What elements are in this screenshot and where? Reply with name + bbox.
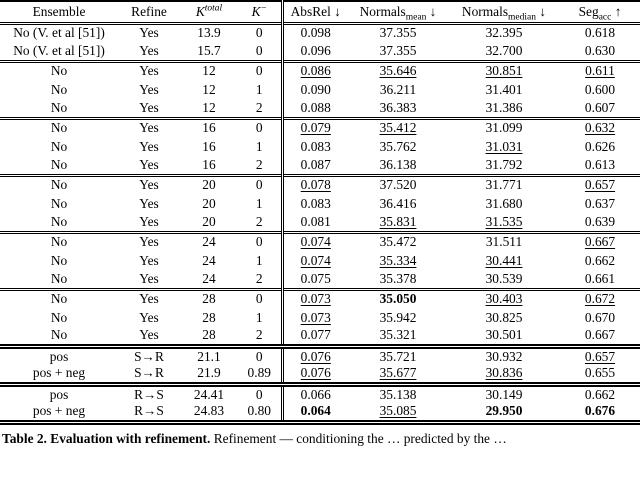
table-cell: No [50, 213, 68, 229]
table-cell: 0.076 [282, 365, 348, 384]
column-header-seg-acc: Seg$_{acc}$ ↑ [578, 3, 622, 23]
table-cell: 35.762 [379, 138, 417, 154]
table-cell: 1 [255, 195, 263, 211]
column-header-k-total: $K^{total}$ [195, 3, 223, 19]
table-cell: 28 [202, 309, 216, 325]
table-cell: 16 [202, 156, 216, 172]
table-cell: 12 [202, 99, 216, 115]
table-cell: Yes [139, 25, 159, 41]
table-row [0, 61, 640, 80]
table-row [0, 42, 640, 61]
table-cell: 0 [255, 386, 263, 402]
table-cell: 31.792 [485, 156, 523, 172]
table-cell: 0.626 [584, 138, 616, 154]
column-header-k-neg: K− [251, 3, 267, 19]
table-cell: Yes [139, 99, 159, 115]
table-row [0, 251, 640, 270]
table-cell: 30.149 [485, 386, 523, 402]
table-cell: 1 [255, 81, 263, 97]
metric-direction-arrow: ↑ [611, 3, 622, 19]
table-cell: 35.472 [379, 234, 417, 250]
table-cell: Yes [139, 195, 159, 211]
table-cell: 30.836 [485, 365, 523, 381]
column-header-normals-median: Normals$_{median}$ ↓ [461, 3, 547, 23]
table-row [0, 289, 640, 308]
table-cell: No [50, 156, 68, 172]
table-cell: No [50, 81, 68, 97]
table-cell: Yes [139, 270, 159, 286]
table-cell: No [50, 309, 68, 325]
metric-direction-arrow: ↓ [426, 3, 437, 19]
table-cell: 0.096 [282, 42, 348, 61]
table-cell: 20 [202, 177, 216, 193]
caption-title: Evaluation with refinement. [50, 430, 211, 446]
table-cell: 24.83 [193, 403, 225, 419]
table-row [0, 175, 640, 194]
table-cell: 0.630 [584, 42, 616, 58]
table-cell: 12 [202, 63, 216, 79]
table-cell: 28 [202, 291, 216, 307]
table-cell: 0 [255, 25, 263, 41]
table-cell: 31.031 [485, 138, 523, 154]
table-cell: 16 [202, 120, 216, 136]
table-cell: 35.412 [379, 120, 417, 136]
table-cell: 29.950 [485, 403, 523, 419]
table-row [0, 194, 640, 213]
table-cell: 28 [202, 327, 216, 343]
table-cell: Yes [139, 138, 159, 154]
table-cell: 12 [202, 81, 216, 97]
column-header-ensemble: Ensemble [32, 3, 86, 19]
table-cell: 0.083 [282, 194, 348, 213]
table-cell: No [50, 291, 68, 307]
table-row [0, 365, 640, 384]
table-cell: 0.655 [584, 365, 616, 381]
table-cell: pos [49, 348, 69, 364]
table-cell: 31.771 [485, 177, 523, 193]
metric-direction-arrow: ↓ [330, 3, 341, 19]
table-cell: Yes [139, 156, 159, 172]
table-cell: 21.9 [197, 365, 221, 381]
table-cell: pos + neg [32, 365, 86, 381]
table-cell: 31.680 [485, 195, 523, 211]
table-cell: Yes [139, 120, 159, 136]
table-cell: 35.677 [379, 365, 417, 381]
table-cell: 30.539 [485, 270, 523, 286]
table-cell: 30.501 [485, 327, 523, 343]
table-cell: 30.932 [485, 348, 523, 364]
table-cell: 0.073 [282, 289, 348, 308]
table-cell: Yes [139, 213, 159, 229]
table-cell: 0 [255, 42, 263, 58]
table-cell: 1 [255, 252, 263, 268]
table-cell: 30.441 [485, 252, 523, 268]
column-header-normals-mean: Normals$_{mean}$ ↓ [359, 3, 437, 23]
table-cell: 0.077 [282, 327, 348, 346]
table-cell: 0.074 [282, 232, 348, 251]
table-cell: 35.085 [379, 403, 417, 419]
table-cell: 24.41 [193, 386, 225, 402]
table-cell: No [50, 177, 68, 193]
table-cell: 35.721 [379, 348, 417, 364]
table-cell: 0 [255, 348, 263, 364]
table-cell: 0.80 [247, 403, 271, 419]
table-cell: 0.079 [282, 118, 348, 137]
table-cell: No (V. et al [51]) [13, 42, 105, 58]
table-cell: 35.646 [379, 63, 417, 79]
table-cell: 0.088 [282, 99, 348, 118]
table-row [0, 23, 640, 42]
table-cell: 0.086 [282, 61, 348, 80]
table-cell: Yes [139, 327, 159, 343]
table-row [0, 384, 640, 403]
table-row [0, 308, 640, 327]
table-cell: Yes [139, 234, 159, 250]
table-cell: 31.535 [485, 213, 523, 229]
table-cell: 0.89 [247, 365, 271, 381]
table-cell: 0.081 [282, 213, 348, 232]
table-cell: 0.611 [585, 63, 615, 79]
table-cell: R→S [134, 403, 164, 419]
table-cell: 0.667 [584, 234, 616, 250]
table-cell: 2 [255, 156, 263, 172]
table-cell: 16 [202, 138, 216, 154]
table-cell: 0 [255, 120, 263, 136]
table-cell: 0.639 [584, 213, 616, 229]
table-cell: 35.138 [379, 386, 417, 402]
table-header-row [0, 1, 640, 23]
table-cell: No [50, 99, 68, 115]
table-cell: 24 [202, 270, 216, 286]
table-cell: 2 [255, 327, 263, 343]
table-cell: pos [49, 386, 69, 402]
table-cell: 35.050 [379, 291, 417, 307]
table-cell: No [50, 63, 68, 79]
table-row [0, 346, 640, 365]
table-row [0, 213, 640, 232]
table-cell: 0.657 [584, 177, 616, 193]
table-cell: 0.672 [584, 291, 616, 307]
table-cell: 0.064 [282, 403, 348, 422]
table-row [0, 156, 640, 175]
table-cell: 31.386 [485, 99, 523, 115]
table-cell: 35.378 [379, 270, 417, 286]
table-cell: 0.662 [584, 252, 616, 268]
table-cell: 31.511 [485, 234, 523, 250]
table-cell: 0 [255, 177, 263, 193]
table-cell: No [50, 327, 68, 343]
table-cell: 30.825 [485, 309, 523, 325]
table-cell: 1 [255, 138, 263, 154]
table-row [0, 403, 640, 422]
table-cell: No [50, 270, 68, 286]
table-cell: 36.138 [379, 156, 417, 172]
table-cell: 2 [255, 99, 263, 115]
table-cell: Yes [139, 252, 159, 268]
table-cell: 0.083 [282, 137, 348, 156]
table-cell: 32.395 [485, 25, 523, 41]
table-cell: 0 [255, 63, 263, 79]
table-cell: 30.851 [485, 63, 523, 79]
table-row [0, 232, 640, 251]
table-row [0, 80, 640, 99]
caption-text: Refinement — conditioning the … predicted by the … [213, 430, 507, 446]
table-cell: 13.9 [197, 25, 221, 41]
table-cell: No [50, 252, 68, 268]
table-cell: 0.670 [584, 309, 616, 325]
table-cell: Yes [139, 42, 159, 58]
caption-label: Table 2. [2, 430, 47, 446]
table-row [0, 99, 640, 118]
table-cell: S→R [134, 365, 164, 381]
table-cell: 0.661 [584, 270, 616, 286]
table-cell: 37.355 [379, 42, 417, 58]
table-cell: 35.831 [379, 213, 417, 229]
metric-direction-arrow: ↓ [536, 3, 547, 19]
table-cell: 0.600 [584, 81, 616, 97]
table-row [0, 270, 640, 289]
table-cell: R→S [134, 386, 164, 402]
table-cell: 1 [255, 309, 263, 325]
table-cell: 0.087 [282, 156, 348, 175]
table-cell: pos + neg [32, 403, 86, 419]
table-cell: 0.078 [282, 175, 348, 194]
table-cell: Yes [139, 291, 159, 307]
table-cell: 31.401 [485, 81, 523, 97]
table-cell: 37.355 [379, 25, 417, 41]
table-cell: 35.942 [379, 309, 417, 325]
table-cell: 0.632 [584, 120, 616, 136]
table-caption [0, 425, 640, 448]
table-cell: 36.383 [379, 99, 417, 115]
table-row [0, 327, 640, 346]
table-cell: 2 [255, 213, 263, 229]
table-cell: 30.403 [485, 291, 523, 307]
table-cell: 0.076 [282, 346, 348, 365]
table-cell: S→R [134, 348, 164, 364]
table-cell: 0.074 [282, 251, 348, 270]
table-cell: Yes [139, 63, 159, 79]
table-cell: 20 [202, 213, 216, 229]
table-cell: No (V. et al [51]) [13, 25, 105, 41]
table-body [0, 23, 640, 422]
table-cell: Yes [139, 309, 159, 325]
table-cell: 35.334 [379, 252, 417, 268]
column-header-absrel: AbsRel ↓ [282, 1, 348, 23]
table-cell: 0.662 [584, 386, 616, 402]
table-cell: 0.657 [584, 348, 616, 364]
table-cell: 0.618 [584, 25, 616, 41]
table-cell: 35.321 [379, 327, 417, 343]
table-cell: No [50, 138, 68, 154]
table-cell: 24 [202, 234, 216, 250]
table-cell: 21.1 [197, 348, 221, 364]
table-cell: 0.090 [282, 80, 348, 99]
table-cell: 0 [255, 234, 263, 250]
table-cell: 0.637 [584, 195, 616, 211]
table-cell: 37.520 [379, 177, 417, 193]
table-cell: 0.667 [584, 327, 616, 343]
table-cell: 0.066 [282, 384, 348, 403]
table-cell: 0.676 [584, 403, 616, 419]
table-cell: 0.613 [584, 156, 616, 172]
table-cell: No [50, 195, 68, 211]
table-cell: 24 [202, 252, 216, 268]
table-cell: 36.211 [379, 81, 417, 97]
table-cell: 20 [202, 195, 216, 211]
table-cell: 0.098 [282, 23, 348, 42]
table-cell: 32.700 [485, 42, 523, 58]
table-cell: 0.607 [584, 99, 616, 115]
table-cell: No [50, 234, 68, 250]
table-cell: 31.099 [485, 120, 523, 136]
table-cell: Yes [139, 81, 159, 97]
table-cell: 0.075 [282, 270, 348, 289]
table-cell: 15.7 [197, 42, 221, 58]
column-header-refine: Refine [131, 3, 167, 19]
table-row [0, 118, 640, 137]
table-cell: No [50, 120, 68, 136]
table-cell: Yes [139, 177, 159, 193]
table-cell: 0 [255, 291, 263, 307]
table-cell: 2 [255, 270, 263, 286]
table-cell: 36.416 [379, 195, 417, 211]
table-row [0, 137, 640, 156]
table-cell: 0.073 [282, 308, 348, 327]
